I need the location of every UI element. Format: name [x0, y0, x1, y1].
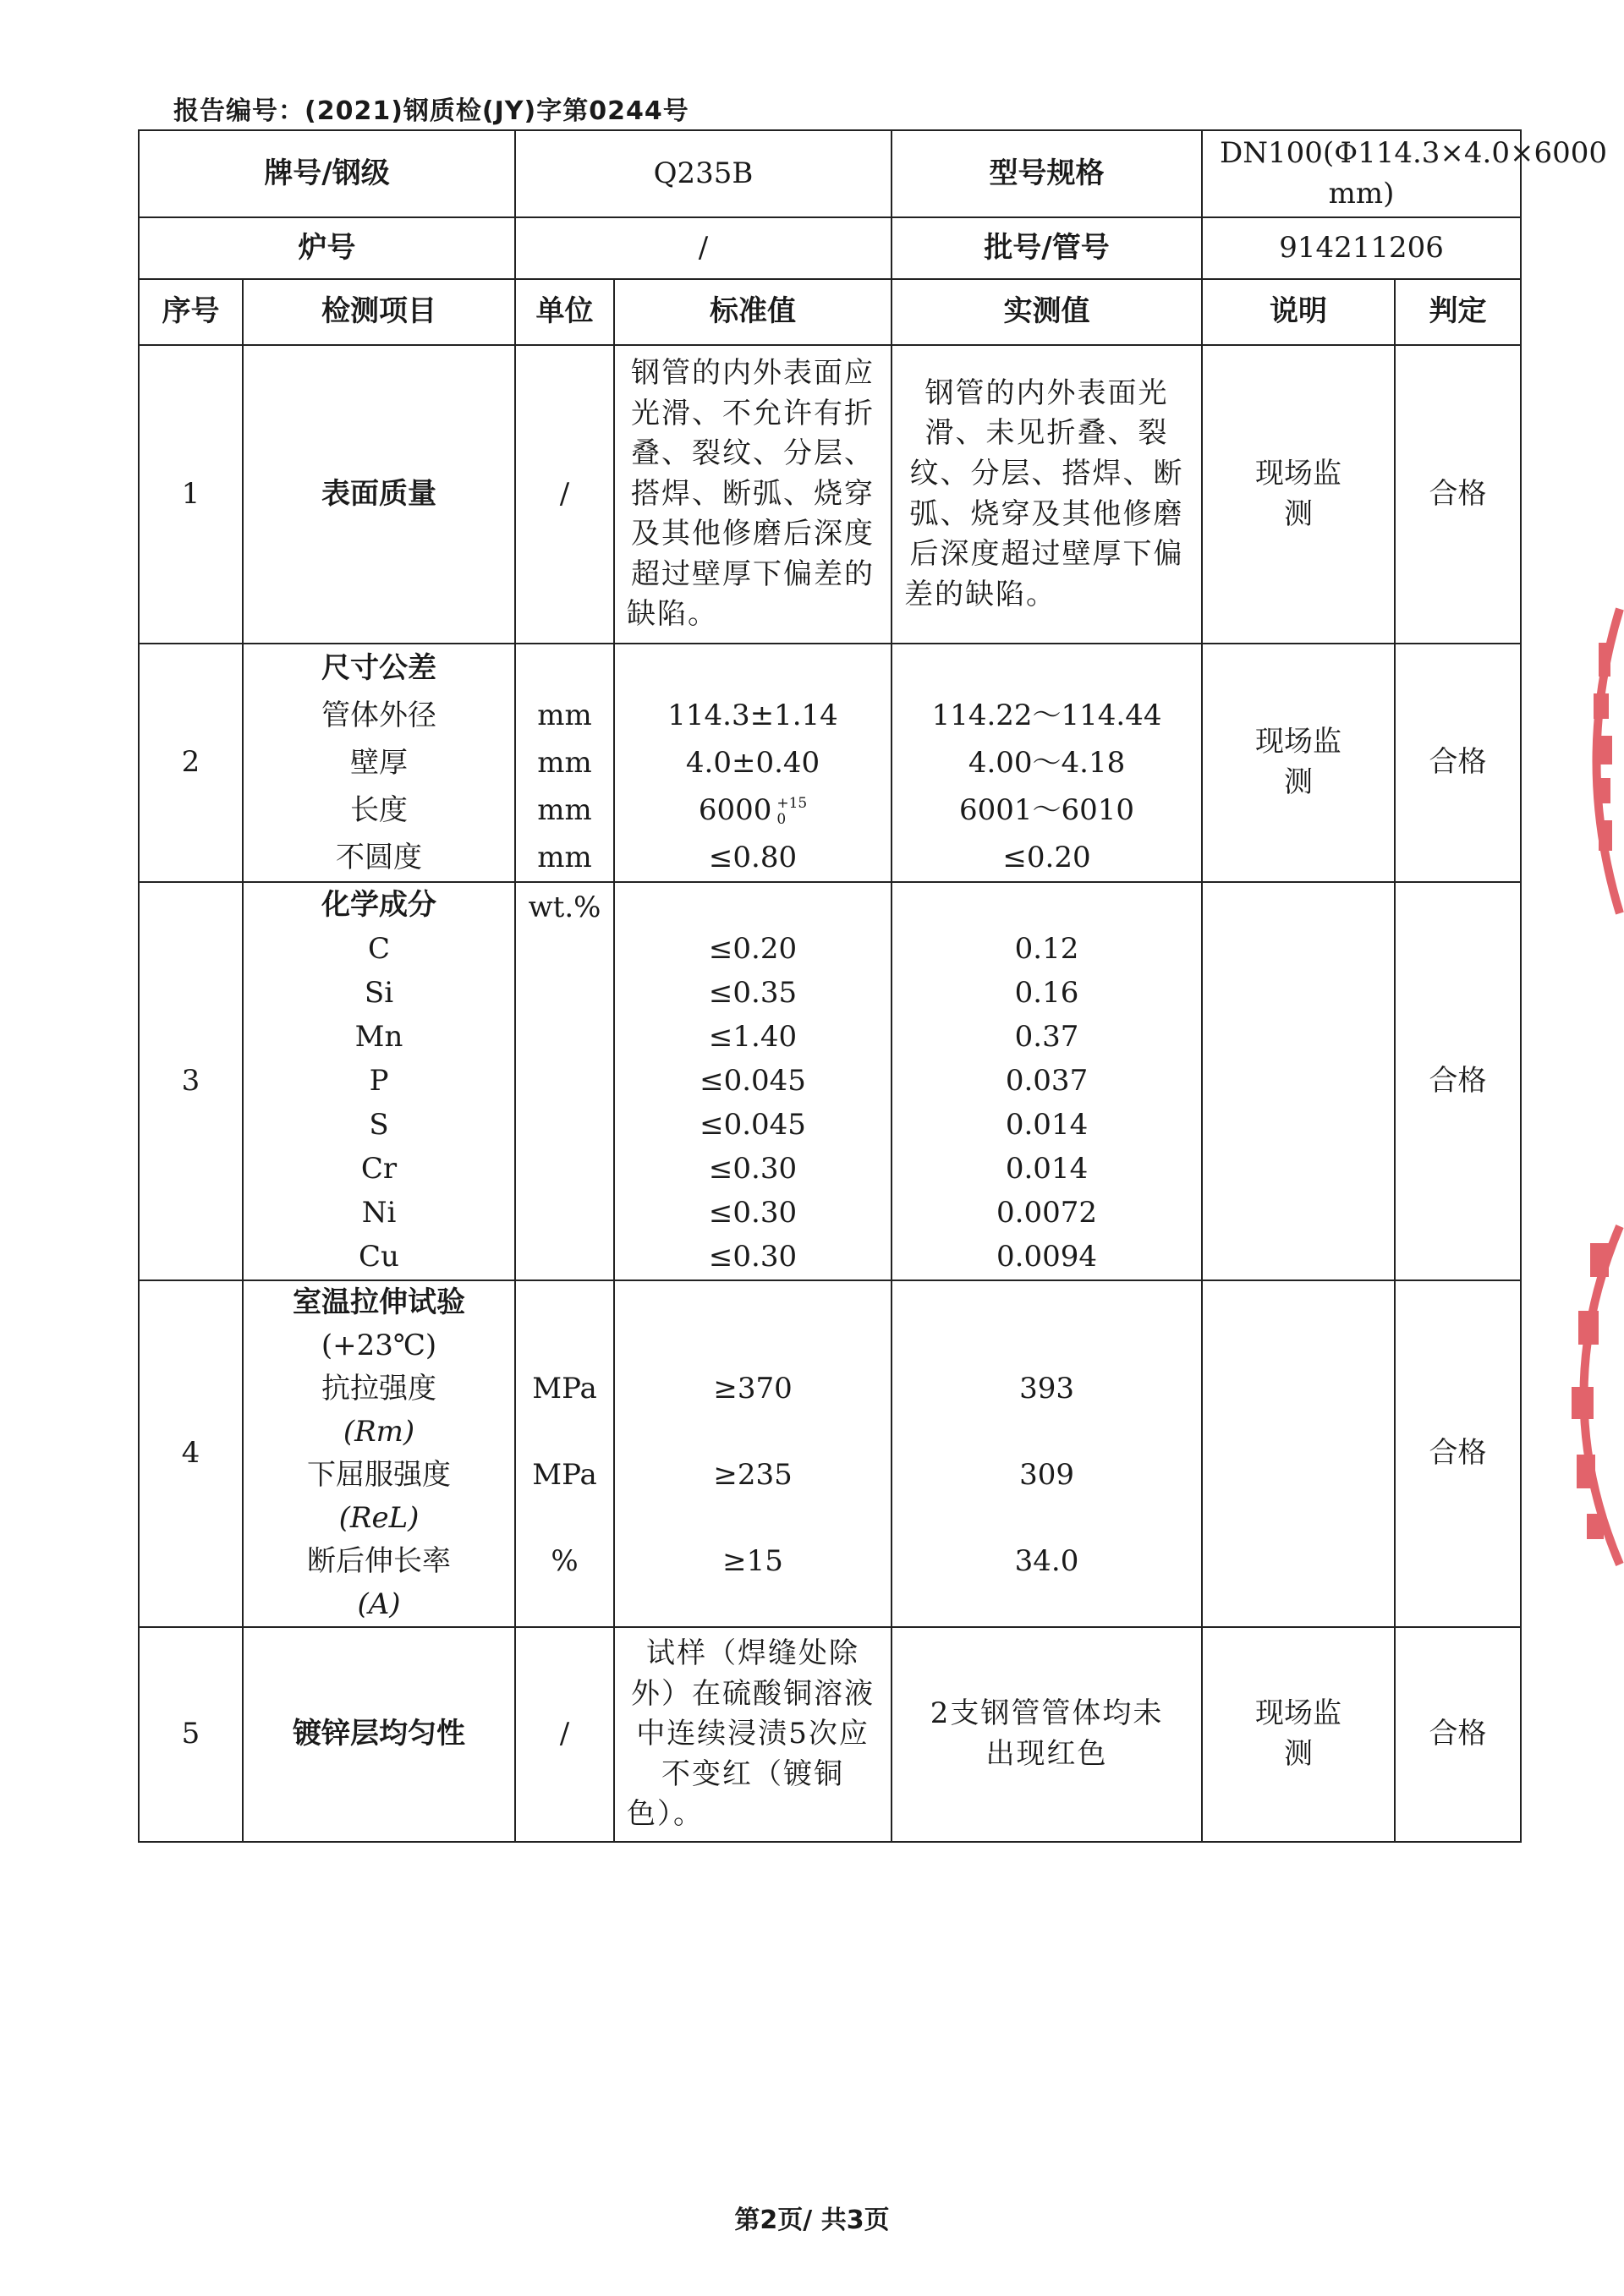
row3-standard: ≤0.30 — [708, 1196, 798, 1230]
row3-measured-value: 0.037 — [1005, 1064, 1089, 1098]
row2-measured-value: ≤0.20 — [1002, 841, 1091, 874]
info-row-heat — [139, 217, 1521, 279]
info-row-grade — [139, 130, 1521, 217]
row4-result: 合格 — [1395, 1280, 1521, 1627]
row4-standards — [614, 1280, 892, 1627]
row4-measured-value: 309 — [1019, 1458, 1074, 1492]
row2-measured-value: 114.22～114.44 — [931, 699, 1162, 732]
header-measured: 实测值 — [892, 279, 1202, 345]
row5-unit: / — [515, 1627, 614, 1842]
row3-result: 合格 — [1395, 882, 1521, 1280]
table-row — [139, 644, 1521, 882]
row3-standard: ≤0.30 — [708, 1152, 798, 1186]
row3-element: Cu — [359, 1240, 399, 1274]
row3-measured-value: 0.014 — [1005, 1152, 1089, 1186]
row2-standard-length — [699, 786, 807, 834]
grade-label: 牌号/钢级 — [139, 130, 515, 217]
header-seq: 序号 — [139, 279, 243, 345]
row3-measured-value: 0.16 — [1014, 976, 1079, 1010]
row5-item: 镀锌层均匀性 — [243, 1627, 515, 1842]
row2-units — [515, 644, 614, 882]
row4-units — [515, 1280, 614, 1627]
row4-elong-label: 断后伸长率 — [307, 1544, 451, 1578]
row4-seq: 4 — [139, 1280, 243, 1627]
row2-unit: mm — [537, 746, 592, 780]
row3-measured-value: 0.014 — [1005, 1108, 1089, 1142]
inspection-table — [138, 129, 1607, 1843]
row2-standards — [614, 644, 892, 882]
row2-sub-item: 管体外径 — [321, 699, 436, 732]
row4-elong-symbol: (A) — [357, 1587, 401, 1621]
heat-label: 炉号 — [139, 217, 515, 279]
row3-note — [1202, 882, 1395, 1280]
report-number: 报告编号：(2021)钢质检(JY)字第0244号 — [173, 96, 689, 126]
row3-seq: 3 — [139, 882, 243, 1280]
row4-unit: MPa — [532, 1458, 597, 1492]
row2-unit: mm — [537, 699, 592, 732]
row4-temp: (+23℃) — [321, 1329, 437, 1362]
row2-sub-item: 不圆度 — [336, 841, 422, 874]
row4-note — [1202, 1280, 1395, 1627]
row4-standard: ≥235 — [713, 1458, 793, 1492]
row2-sub-item: 长度 — [350, 793, 408, 827]
row1-standard: 钢管的内外表面应光滑、不允许有折叠、裂纹、分层、搭焊、断弧、烧穿及其他修磨后深度超过壁厚下偏差的缺陷。 — [614, 345, 892, 644]
row3-measured-value: 0.37 — [1014, 1020, 1079, 1054]
row3-measured — [892, 882, 1202, 1280]
row2-measured — [892, 644, 1202, 882]
row3-measured-value: 0.0072 — [996, 1196, 1098, 1230]
row3-standard: ≤0.045 — [700, 1064, 806, 1098]
row3-standard: ≤0.30 — [708, 1240, 798, 1274]
row2-measured-value: 4.00～4.18 — [968, 746, 1126, 780]
row4-tensile-label: 抗拉强度 — [321, 1372, 436, 1406]
row4-standard: ≥370 — [713, 1372, 793, 1406]
row5-note: 现场监测 — [1202, 1627, 1395, 1842]
row3-item-title: 化学成分 — [321, 888, 436, 922]
row3-element: Mn — [354, 1020, 403, 1054]
row3-measured-value: 0.12 — [1014, 932, 1079, 966]
row2-tol-upper: +15 — [776, 795, 808, 813]
row3-element: S — [369, 1108, 389, 1142]
table-row — [139, 345, 1521, 644]
grade-value: Q235B — [515, 130, 892, 217]
row5-standard: 试样（焊缝处除外）在硫酸铜溶液中连续浸渍5次应不变红（镀铜色）。 — [614, 1627, 892, 1842]
page-number: 第2页/ 共3页 — [734, 2206, 890, 2235]
seal-fragment-bottom — [1539, 1218, 1624, 1573]
row3-standard: ≤0.20 — [708, 932, 798, 966]
row3-standard: ≤0.045 — [700, 1108, 806, 1142]
row2-unit: mm — [537, 841, 592, 874]
row2-result: 合格 — [1395, 644, 1521, 882]
header-item: 检测项目 — [243, 279, 515, 345]
row3-element: C — [368, 932, 391, 966]
row1-result: 合格 — [1395, 345, 1521, 644]
row2-item — [243, 644, 515, 882]
row3-standard: ≤0.35 — [708, 976, 798, 1010]
row3-item — [243, 882, 515, 1280]
seal-fragment-top — [1556, 592, 1624, 930]
row1-item: 表面质量 — [243, 345, 515, 644]
row4-tensile-symbol: (Rm) — [343, 1415, 415, 1449]
row2-sub-item: 壁厚 — [350, 746, 408, 780]
row2-measured-value: 6001～6010 — [959, 793, 1135, 827]
row3-measured-value: 0.0094 — [996, 1240, 1098, 1274]
row5-measured: 2支钢管管体均未出现红色 — [892, 1627, 1202, 1842]
row3-unit: wt.% — [515, 882, 614, 1280]
row1-seq: 1 — [139, 345, 243, 644]
row4-measured-value: 393 — [1019, 1372, 1074, 1406]
row2-unit: mm — [537, 793, 592, 827]
header-standard: 标准值 — [614, 279, 892, 345]
row4-unit: % — [551, 1544, 579, 1578]
row2-length-tolerance — [776, 796, 807, 827]
row2-standard: 114.3±1.14 — [667, 699, 838, 732]
row2-tol-lower: 0 — [776, 811, 787, 828]
batch-value: 914211206 — [1202, 217, 1521, 279]
row3-element: Si — [364, 976, 394, 1010]
batch-label: 批号/管号 — [892, 217, 1202, 279]
row2-item-title: 尺寸公差 — [321, 651, 436, 685]
row2-seq: 2 — [139, 644, 243, 882]
row3-standards — [614, 882, 892, 1280]
header-note: 说明 — [1202, 279, 1395, 345]
row1-note: 现场监测 — [1202, 345, 1395, 644]
heat-value: / — [515, 217, 892, 279]
row4-item — [243, 1280, 515, 1627]
model-label: 型号规格 — [892, 130, 1202, 217]
row5-seq: 5 — [139, 1627, 243, 1842]
row5-result: 合格 — [1395, 1627, 1521, 1842]
model-value: DN100(Φ114.3×4.0×6000 mm) — [1202, 130, 1521, 217]
row1-unit: / — [515, 345, 614, 644]
table-row — [139, 1627, 1521, 1842]
row2-note: 现场监测 — [1202, 644, 1395, 882]
row3-standard: ≤1.40 — [708, 1020, 798, 1054]
row3-element: P — [369, 1064, 389, 1098]
row4-measured-value: 34.0 — [1014, 1544, 1079, 1578]
row4-item-title: 室温拉伸试验 — [293, 1285, 465, 1319]
row3-element: Cr — [360, 1152, 398, 1186]
row2-length-nominal: 6000 — [698, 793, 772, 827]
header-result: 判定 — [1395, 279, 1521, 345]
row2-standard: 4.0±0.40 — [685, 746, 820, 780]
row4-yield-symbol: (ReL) — [338, 1501, 420, 1535]
table-row — [139, 882, 1521, 1280]
row2-standard: ≤0.80 — [708, 841, 798, 874]
table-row — [139, 1280, 1521, 1627]
row1-measured: 钢管的内外表面光滑、未见折叠、裂纹、分层、搭焊、断弧、烧穿及其他修磨后深度超过壁厚下偏差的缺陷。 — [892, 345, 1202, 644]
row4-unit: MPa — [532, 1372, 597, 1406]
row4-yield-label: 下屈服强度 — [307, 1458, 451, 1492]
header-row — [139, 279, 1521, 345]
row3-element: Ni — [361, 1196, 397, 1230]
row4-standard: ≥15 — [722, 1544, 783, 1578]
row4-measured — [892, 1280, 1202, 1627]
header-unit: 单位 — [515, 279, 614, 345]
